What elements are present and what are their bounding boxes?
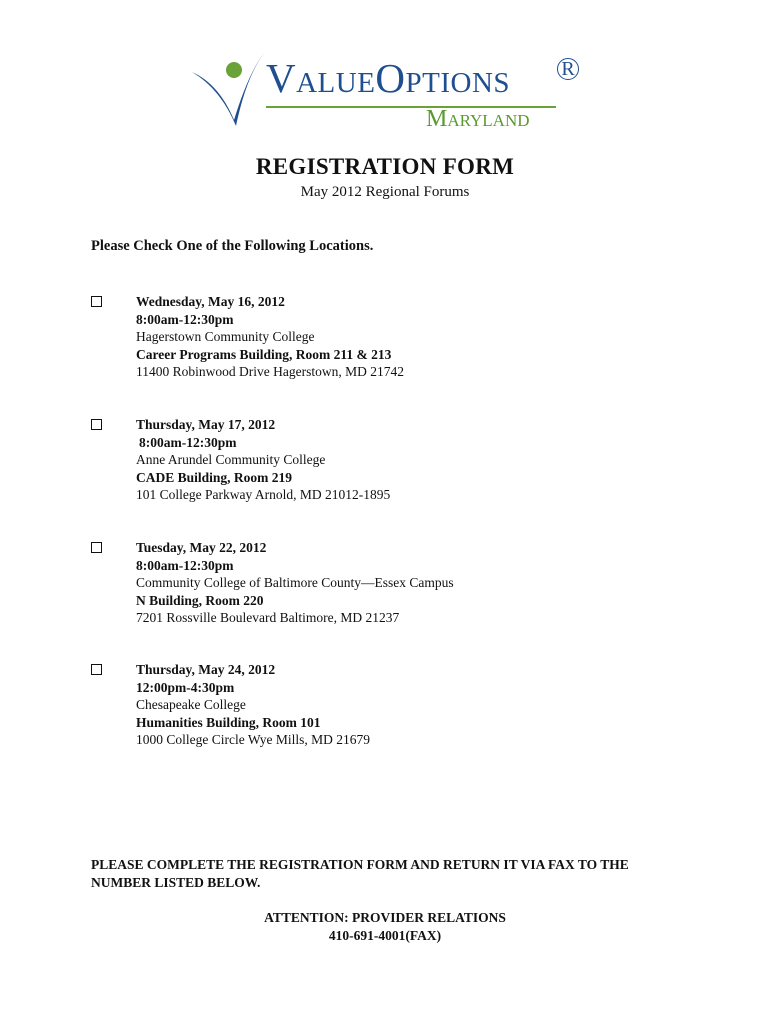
valueoptions-logo <box>190 44 580 136</box>
college-name: Chesapeake College <box>136 697 246 713</box>
page-title: REGISTRATION FORM <box>255 154 515 179</box>
attention-line: ATTENTION: PROVIDER RELATIONS <box>264 910 506 925</box>
location-details <box>136 661 370 749</box>
building-room: Humanities Building, Room 101 <box>136 714 321 730</box>
fax-number: 410-691-4001(FAX) <box>328 928 442 943</box>
street-address: 1000 College Circle Wye Mills, MD 21679 <box>136 732 371 748</box>
event-time: 8:00am-12:30pm <box>136 311 234 327</box>
instruction-text: Please Check One of the Following Locations. <box>91 238 374 254</box>
logo-mark-icon <box>190 44 270 136</box>
logo-brand-text: ValueOptions <box>266 55 511 101</box>
event-time: 8:00am-12:30pm <box>139 434 237 450</box>
event-time: 8:00am-12:30pm <box>136 557 234 573</box>
location-details <box>136 539 454 627</box>
street-address: 11400 Robinwood Drive Hagerstown, MD 21742 <box>136 364 404 380</box>
attention-block <box>0 909 770 945</box>
event-date: Tuesday, May 22, 2012 <box>136 540 267 555</box>
location-details <box>136 416 390 504</box>
college-name: Hagerstown Community College <box>136 329 315 345</box>
location-checkbox[interactable] <box>91 296 102 307</box>
building-room: Career Programs Building, Room 211 & 213 <box>136 346 392 362</box>
event-date: Thursday, May 17, 2012 <box>136 417 276 432</box>
college-name: Community College of Baltimore County—Essex Campus <box>136 575 454 591</box>
event-date: Thursday, May 24, 2012 <box>136 662 276 677</box>
college-name: Anne Arundel Community College <box>136 452 326 468</box>
building-room: N Building, Room 220 <box>136 592 264 608</box>
building-room: CADE Building, Room 219 <box>136 469 293 485</box>
location-checkbox[interactable] <box>91 664 102 675</box>
location-checkbox[interactable] <box>91 542 102 553</box>
logo-sub-text: Maryland <box>426 106 530 132</box>
location-details <box>136 293 404 381</box>
event-time: 12:00pm-4:30pm <box>136 679 235 695</box>
street-address: 101 College Parkway Arnold, MD 21012-1895 <box>136 487 391 503</box>
event-date: Wednesday, May 16, 2012 <box>136 294 285 309</box>
registered-trademark-icon: R <box>557 58 579 80</box>
street-address: 7201 Rossville Boulevard Baltimore, MD 21237 <box>136 610 400 626</box>
page-subtitle: May 2012 Regional Forums <box>300 184 470 200</box>
location-checkbox[interactable] <box>91 419 102 430</box>
closing-instructions: PLEASE COMPLETE THE REGISTRATION FORM AND RETURN IT VIA FAX TO THE NUMBER LISTED BELOW. <box>91 857 629 890</box>
